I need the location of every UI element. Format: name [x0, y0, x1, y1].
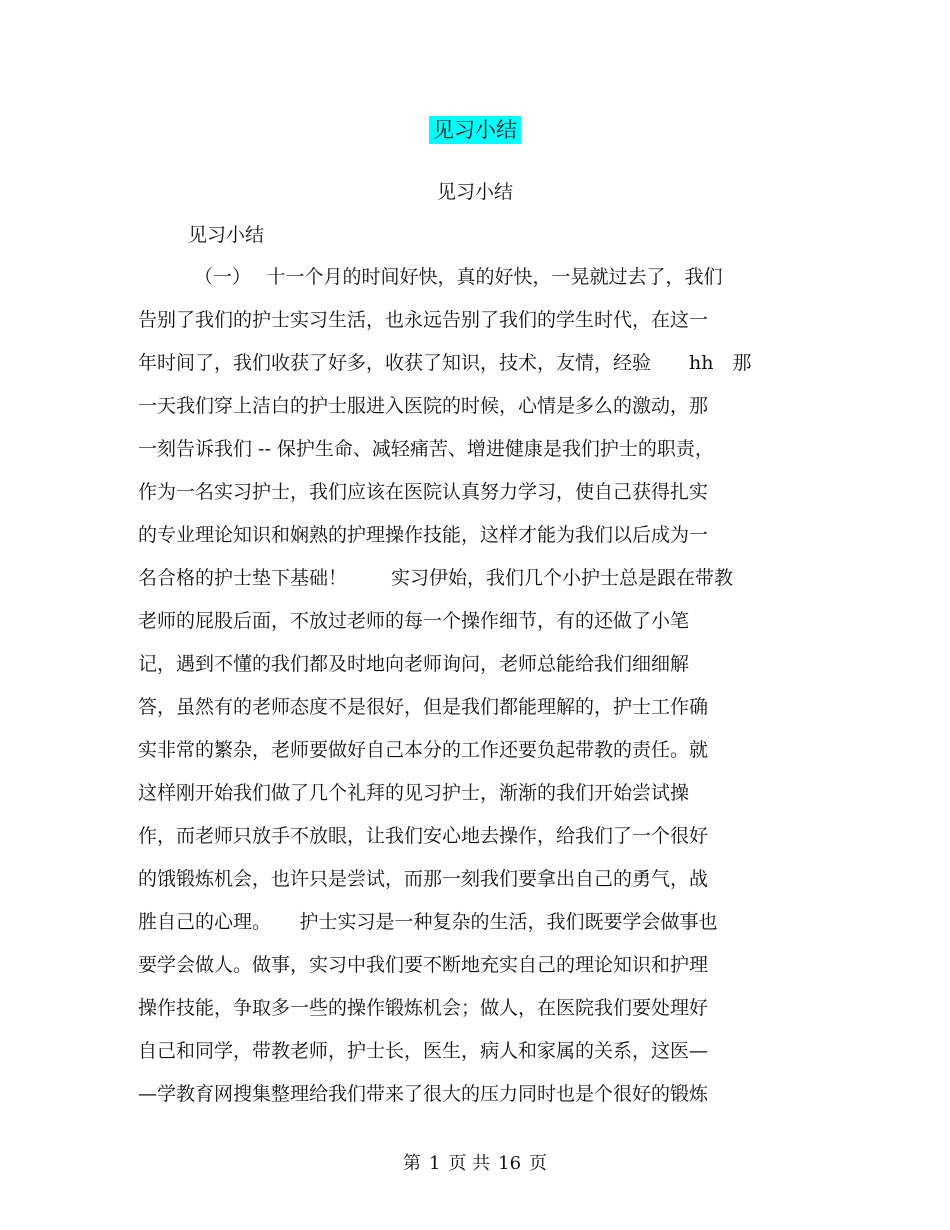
- paragraph-line: （一） 十一个月的时间好快，真的好快，一晃就过去了，我们: [194, 266, 723, 288]
- document-title-text: 见习小结: [429, 116, 521, 144]
- footer-suffix: 页: [529, 1153, 548, 1174]
- paragraph-line: 的饿锻炼机会，也许只是尝试，而那一刻我们要拿出自己的勇气，战: [138, 868, 709, 890]
- paragraph-line: 自己和同学，带教老师，护士长，医生，病人和家属的关系，这医—: [138, 1040, 709, 1062]
- paragraph-line: 要学会做人。做事，实习中我们要不断地充实自己的理论知识和护理: [138, 954, 709, 976]
- paragraph-line: 作，而老师只放手不放眼，让我们安心地去操作，给我们了一个很好: [138, 825, 709, 847]
- paragraph-line: 告别了我们的护士实习生活，也永远告别了我们的学生时代，在这一: [138, 309, 709, 331]
- paragraph-line: 记，遇到不懂的我们都及时地向老师询问，老师总能给我们细细解: [138, 653, 690, 675]
- page-number-total: 16: [498, 1153, 522, 1174]
- paragraph-line: 的专业理论知识和娴熟的护理操作技能，这样才能为我们以后成为一: [138, 524, 709, 546]
- paragraph-line: 操作技能，争取多一些的操作锻炼机会；做人，在医院我们要处理好: [138, 997, 709, 1019]
- paragraph-line: 年时间了，我们收获了好多，收获了知识，技术，友情，经验 hh 那: [138, 352, 752, 374]
- paragraph-line: 老师的屁股后面，不放过老师的每一个操作细节，有的还做了小笔: [138, 610, 690, 632]
- body-text: [138, 263, 818, 1123]
- document-title: [0, 116, 950, 144]
- footer-mid: 页 共: [448, 1153, 491, 1174]
- paragraph-line: 一天我们穿上洁白的护士服进入医院的时候，心情是多么的激动，那: [138, 395, 709, 417]
- section-heading: 见习小结: [188, 224, 265, 246]
- paragraph-line: 这样刚开始我们做了几个礼拜的见习护士，渐渐的我们开始尝试操: [138, 782, 690, 804]
- page-number-current: 1: [428, 1153, 441, 1174]
- paragraph-line: 一刻告诉我们 -- 保护生命、减轻痛苦、增进健康是我们护士的职责，: [138, 438, 714, 460]
- paragraph-line: 答，虽然有的老师态度不是很好，但是我们都能理解的，护士工作确: [138, 696, 709, 718]
- paragraph-line: 实非常的繁杂，老师要做好自己本分的工作还要负起带教的责任。就: [138, 739, 709, 761]
- document-subtitle: 见习小结: [436, 181, 513, 203]
- paragraph-line: 胜自己的心理。 护士实习是一种复杂的生活，我们既要学会做事也: [138, 911, 718, 933]
- paragraph-line: 作为一名实习护士，我们应该在医院认真努力学习，使自己获得扎实: [138, 481, 709, 503]
- footer-prefix: 第: [402, 1153, 421, 1174]
- paragraph-line: —学教育网搜集整理给我们带来了很大的压力同时也是个很好的锻炼: [138, 1083, 709, 1105]
- paragraph-line: 名合格的护士垫下基础！ 实习伊始，我们几个小护士总是跟在带教: [138, 567, 734, 589]
- page-footer: [0, 1152, 950, 1176]
